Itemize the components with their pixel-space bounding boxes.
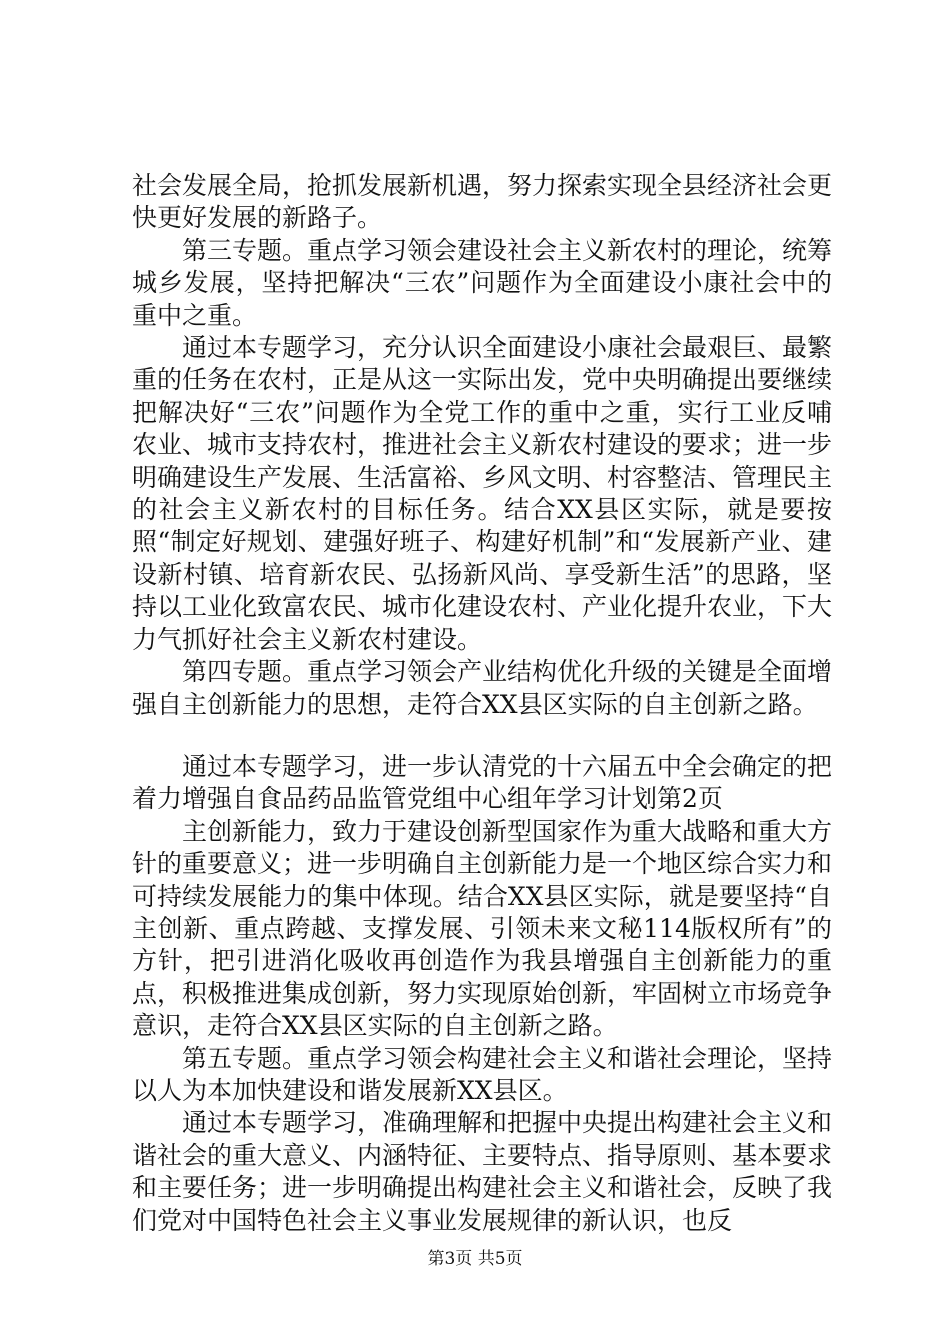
paragraph-topic-five: 第五专题。重点学习领会构建社会主义和谐社会理论，坚持以人为本加快建设和谐发展新XX县区。 bbox=[132, 1043, 833, 1105]
paragraph-topic-three: 第三专题。重点学习领会建设社会主义新农村的理论，统筹城乡发展，坚持把解决“三农”问题作为全面建设小康社会中的重中之重。 bbox=[132, 235, 833, 330]
paragraph-topic-four-body: 通过本专题学习，进一步认清党的十六届五中全会确定的把着力增强自食品药品监管党组中心组年学习计划第2页 bbox=[132, 751, 833, 814]
page-footer: 第3页 共5页 bbox=[427, 1249, 523, 1269]
paragraph-topic-four-body-continued: 主创新能力，致力于建设创新型国家作为重大战略和重大方针的重要意义；进一步明确自主创新能力是一个地区综合实力和可持续发展能力的集中体现。结合XX县区实际，就是要坚持“自主创新、重点跨越、支撑发展、引领未来文秘114版权所有”的方针，把引进消化吸收再创造作为我县增强自主创新能力的重点，积极推进集成创新，努力实现原始创新，牢固树立市场竞争意识，走符合XX县区实际的自主创新之路。 bbox=[132, 816, 833, 1041]
paragraph-continuation: 社会发展全局，抢抓发展新机遇，努力探索实现全县经济社会更快更好发展的新路子。 bbox=[132, 171, 833, 233]
document-body bbox=[132, 170, 832, 1237]
paragraph-topic-four: 第四专题。重点学习领会产业结构优化升级的关键是全面增强自主创新能力的思想，走符合XX县区实际的自主创新之路。 bbox=[132, 657, 833, 719]
paragraph-topic-three-body: 通过本专题学习，充分认识全面建设小康社会最艰巨、最繁重的任务在农村，正是从这一实际出发，党中央明确提出要继续把解决好“三农”问题作为全党工作的重中之重，实行工业反哺农业、城市支持农村，推进社会主义新农村建设的要求；进一步明确建设生产发展、生活富裕、乡风文明、村容整洁、管理民主的社会主义新农村的目标任务。结合XX县区实际，就是要按照“制定好规划、建强好班子、构建好机制”和“发展新产业、建设新村镇、培育新农民、弘扬新风尚、享受新生活”的思路，坚持以工业化致富农民、城市化建设农村、产业化提升农业，下大力气抓好社会主义新农村建设。 bbox=[132, 333, 833, 654]
paragraph-topic-five-body: 通过本专题学习，准确理解和把握中央提出构建社会主义和谐社会的重大意义、内涵特征、主要特点、指导原则、基本要求和主要任务；进一步明确提出构建社会主义和谐社会，反映了我们党对中国特色社会主义事业发展规律的新认识，也反 bbox=[132, 1108, 833, 1235]
